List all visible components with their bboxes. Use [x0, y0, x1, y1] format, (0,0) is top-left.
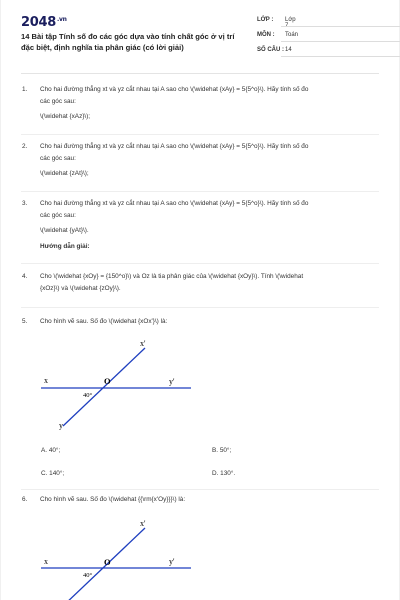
meta-underline: [281, 26, 400, 27]
site-logo[interactable]: [21, 15, 67, 30]
question-text: Cho hình vẽ sau. Số đo \(\widehat {{\rm{x'Oy}}}\) là:: [40, 496, 186, 503]
meta-underline: [281, 56, 400, 57]
line-y-x-prime: [63, 348, 145, 426]
question-text: {xOz}\) và \(\widehat {zOy}\).: [40, 284, 121, 292]
divider: [21, 489, 379, 490]
angle-figure-1: [41, 336, 191, 436]
solution-heading: Hướng dẫn giải:: [40, 242, 90, 250]
subject-value: Toán: [285, 32, 299, 38]
label-x: x: [44, 376, 48, 385]
option-d[interactable]: D. 130°.: [212, 470, 236, 477]
question-text: Cho hai đường thẳng xt và yz cắt nhau tại A sao cho \(\widehat {xAy} = 5{5^o}\). Hãy tính số đo: [40, 86, 309, 93]
question-text: Cho \(\widehat {xOy} = {150^o}\) và Oz là tia phân giác của \(\widehat {xOy}\). Tính \(\widehat: [40, 273, 304, 280]
angle-figure-2: [41, 512, 191, 600]
label-x-prime: x': [140, 339, 146, 348]
option-c[interactable]: C. 140°;: [41, 470, 65, 477]
question-number: 5.: [22, 318, 28, 325]
label-y-prime: y': [169, 557, 175, 566]
divider: [21, 263, 379, 264]
label-o: O: [104, 376, 111, 386]
count-label: SỐ CÂU :: [257, 47, 284, 53]
label-y-prime: y': [169, 377, 175, 386]
label-x-prime: x': [140, 519, 146, 528]
question-number: 2.: [22, 143, 28, 150]
divider: [21, 191, 379, 192]
question-text: các góc sau:: [40, 154, 76, 162]
question-subpart: \(\widehat {xAz}\);: [40, 113, 91, 120]
label-o: O: [104, 557, 111, 567]
label-y: y: [59, 421, 63, 430]
option-a[interactable]: A. 40°;: [41, 447, 61, 454]
document-page: [1, 0, 399, 600]
angle-label: 40°: [83, 392, 93, 399]
label-x: x: [44, 557, 48, 566]
question-text: các góc sau:: [40, 211, 76, 219]
question-number: 4.: [22, 273, 28, 280]
question-text: Cho hai đường thẳng xt và yz cắt nhau tại A sao cho \(\widehat {xAy} = 5{5^o}\). Hãy tính số đo: [40, 143, 309, 150]
divider: [21, 134, 379, 135]
meta-underline: [281, 41, 400, 42]
question-number: 6.: [22, 496, 28, 503]
option-b[interactable]: B. 50°;: [212, 447, 232, 454]
header-divider: [21, 73, 379, 74]
logo-text: 2048: [21, 15, 56, 30]
question-subpart: \(\widehat {yAt}\).: [40, 227, 89, 234]
angle-label: 40°: [83, 572, 93, 579]
question-text: Cho hai đường thẳng xt và yz cắt nhau tại A sao cho \(\widehat {xAy} = 5{5^o}\). Hãy tính số đo: [40, 200, 309, 207]
question-subpart: \(\widehat {zAt}\);: [40, 170, 89, 177]
class-label: LỚP :: [257, 17, 274, 23]
question-text: các góc sau:: [40, 97, 76, 105]
subject-label: MÔN :: [257, 32, 275, 38]
page-title: 14 Bài tập Tính số đo các góc dựa vào tính chất góc ở vị trí đặc biệt, định nghĩa tia phân giác (có lời giải): [21, 32, 235, 52]
count-value: 14: [285, 47, 292, 53]
divider: [21, 307, 379, 308]
logo-suffix: .vn: [56, 15, 67, 23]
question-number: 3.: [22, 200, 28, 207]
question-number: 1.: [22, 86, 28, 93]
class-value: Lớp 7: [285, 17, 296, 29]
question-text: Cho hình vẽ sau. Số đo \(\widehat {xOx'}\) là:: [40, 318, 168, 325]
